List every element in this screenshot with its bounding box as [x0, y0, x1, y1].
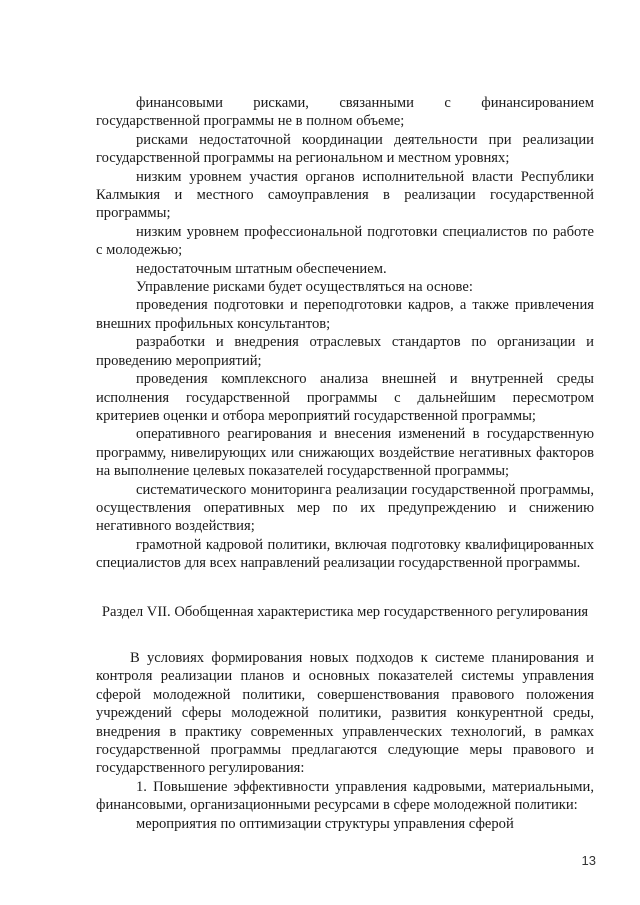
page-number: 13	[581, 853, 596, 868]
section-list-item-1: 1. Повышение эффективности управления кадровыми, материальными, финансовыми, организационными ресурсами в сфере молодежной политики:	[96, 778, 594, 814]
measure-item-personnel-policy: грамотной кадровой политики, включая подготовку квалифицированных специалистов для всех направлений реализации государственной программы.	[96, 536, 594, 572]
risk-item-coordination: рисками недостаточной координации деятельности при реализации государственной программы на региональном и местном уровнях;	[96, 131, 594, 167]
section-list-subitem: мероприятия по оптимизации структуры управления сферой	[136, 815, 514, 832]
risk-item-participation: низким уровнем участия органов исполнительной власти Республики Калмыкия и местного самоуправления в реализации государственной программы;	[96, 168, 594, 222]
risk-item-training: низким уровнем профессиональной подготовки специалистов по работе с молодежью;	[96, 223, 594, 259]
risk-item-financial: финансовыми рисками, связанными с финансированием государственной программы не в полном объеме;	[96, 95, 594, 130]
section-heading: Раздел VII. Обобщенная характеристика мер государственного регулирования	[101, 603, 589, 620]
measure-item-standards: разработки и внедрения отраслевых стандартов по организации и проведению мероприятий;	[96, 334, 594, 369]
measure-item-monitoring: систематического мониторинга реализации государственной программы, осуществления оперативных мер по их предупреждению и снижению негативного воздействия;	[96, 481, 594, 535]
risk-item-staffing: недостаточным штатным обеспечением.	[136, 260, 387, 277]
section-intro-paragraph: В условиях формирования новых подходов к системе планирования и контроля реализации планов и основных показателей системы управления сферой молодежной политики, совершенствования правового положения учреждений сферы молодежной политики, развития конкурентной среды, внедрения в практику современных управленческих технологий, в рамках государственной программы предлагаются следующие меры правового и государственного регулирования:	[96, 649, 594, 777]
measure-item-analysis: проведения комплексного анализа внешней и внутренней среды исполнения государственной программы с дальнейшим пересмотром критериев оценки и отбора мероприятий государственной программы;	[96, 371, 594, 424]
risk-management-intro: Управление рисками будет осуществляться на основе:	[136, 279, 473, 296]
document-body	[96, 94, 594, 833]
measure-item-training: проведения подготовки и переподготовки кадров, а также привлечения внешних профильных консультантов;	[96, 297, 594, 332]
measure-item-response: оперативного реагирования и внесения изменений в государственную программу, нивелирующих или снижающих воздействие негативных факторов на выполнение целевых показателей государственной программы;	[96, 426, 594, 480]
